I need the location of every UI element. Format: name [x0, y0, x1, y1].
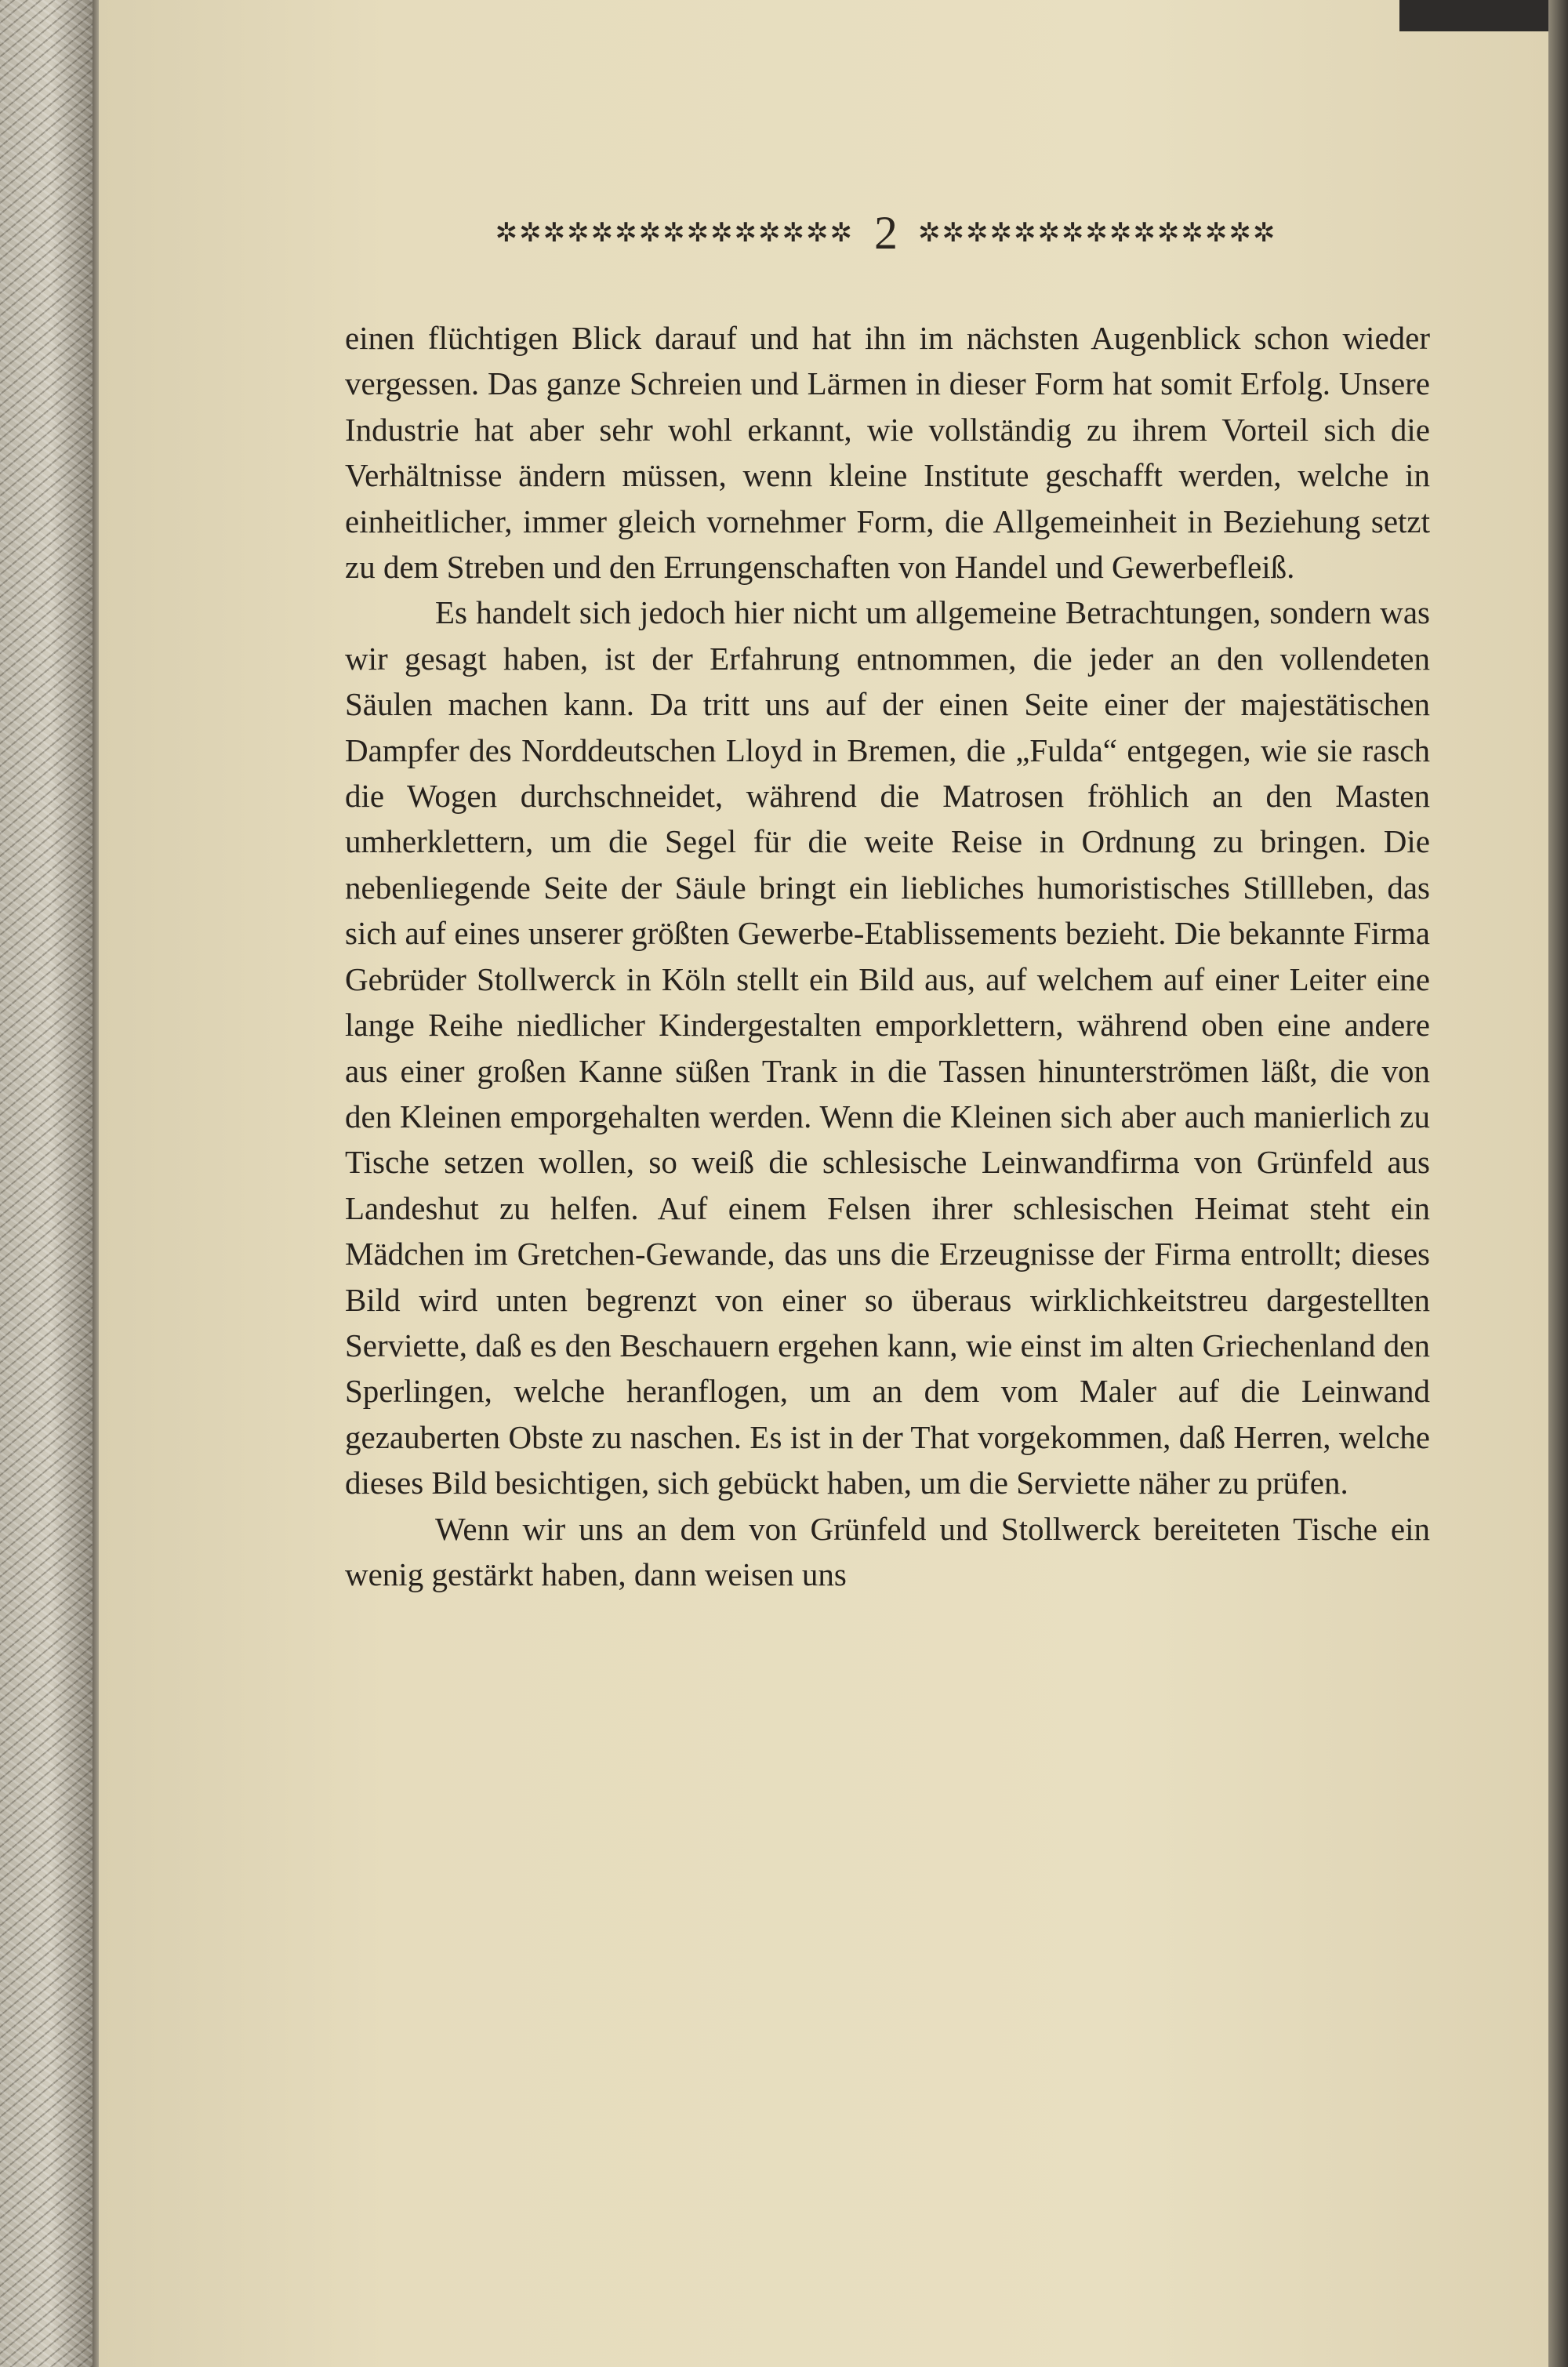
scan-background-corner: [1399, 0, 1568, 31]
main-text: [345, 315, 1430, 1597]
paragraph-2: Es handelt sich jedoch hier nicht um allgemeine Betrachtungen, sondern was wir gesagt haben, ist der Erfahrung entnommen, die jeder an den vollendeten Säulen machen kann. Da tritt uns auf der einen Seite einer der majestätischen Dampfer des Norddeutschen Lloyd in Bremen, die „Fulda“ entgegen, wie sie rasch die Wogen durchschneidet, während die Matrosen fröhlich an den Masten umherklettern, um die Segel für die weite Reise in Ordnung zu bringen. Die nebenliegende Seite der Säule bringt ein liebliches humoristisches Stillleben, das sich auf eines unserer größten Gewerbe-Etablissements bezieht. Die bekannte Firma Gebrüder Stollwerck in Köln stellt ein Bild aus, auf welchem auf einer Leiter eine lange Reihe niedlicher Kindergestalten emporklettern, während oben eine andere aus einer großen Kanne süßen Trank in die Tassen hinunterströmen läßt, die von den Kleinen emporgehalten werden. Wenn die Kleinen sich aber auch manierlich zu Tische setzen wollen, so weiß die schlesische Leinwandfirma von Grünfeld aus Landeshut zu helfen. Auf einem Felsen ihrer schlesischen Heimat steht ein Mädchen im Gretchen-Gewande, das uns die Erzeugnisse der Firma entrollt; dieses Bild wird unten begrenzt von einer so überaus wirklichkeitstreu dargestellten Serviette, daß es den Beschauern ergehen kann, wie einst im alten Griechenland den Sperlingen, welche heranflogen, um an dem vom Maler auf die Leinwand gezauberten Obste zu naschen. Es ist in der That vorgekommen, daß Herren, welche dieses Bild besichtigen, sich gebückt haben, um die Serviette näher zu prüfen.: [345, 594, 1430, 1501]
page-right-edge: [1548, 0, 1568, 2367]
paragraph-1: einen flüchtigen Blick darauf und hat ihn im nächsten Augenblick schon wieder vergessen. Das ganze Schreien und Lärmen in dieser Form hat somit Erfolg. Unsere Industrie hat aber sehr wohl erkannt, wie vollständig zu ihrem Vorteil sich die Verhältnisse ändern müssen, wenn kleine Institute geschafft werden, welche in einheitlicher, immer gleich vornehmer Form, die Allgemeinheit in Beziehung setzt zu dem Streben und den Errungenschaften von Handel und Gewerbefleiß.: [345, 320, 1430, 586]
book-binding-edge: [0, 0, 93, 2367]
paragraph-3: Wenn wir uns an dem von Grünfeld und Stollwerck bereiteten Tische ein wenig gestärkt haben, dann weisen uns: [345, 1510, 1430, 1592]
header-ornament-right: ✲✲✲✲✲✲✲✲✲✲✲✲✲✲✲: [918, 217, 1277, 249]
binding-shadow: [93, 0, 99, 2367]
page-header: [345, 205, 1427, 260]
page-number: 2: [874, 206, 898, 259]
header-ornament-left: ✲✲✲✲✲✲✲✲✲✲✲✲✲✲✲: [495, 217, 854, 249]
